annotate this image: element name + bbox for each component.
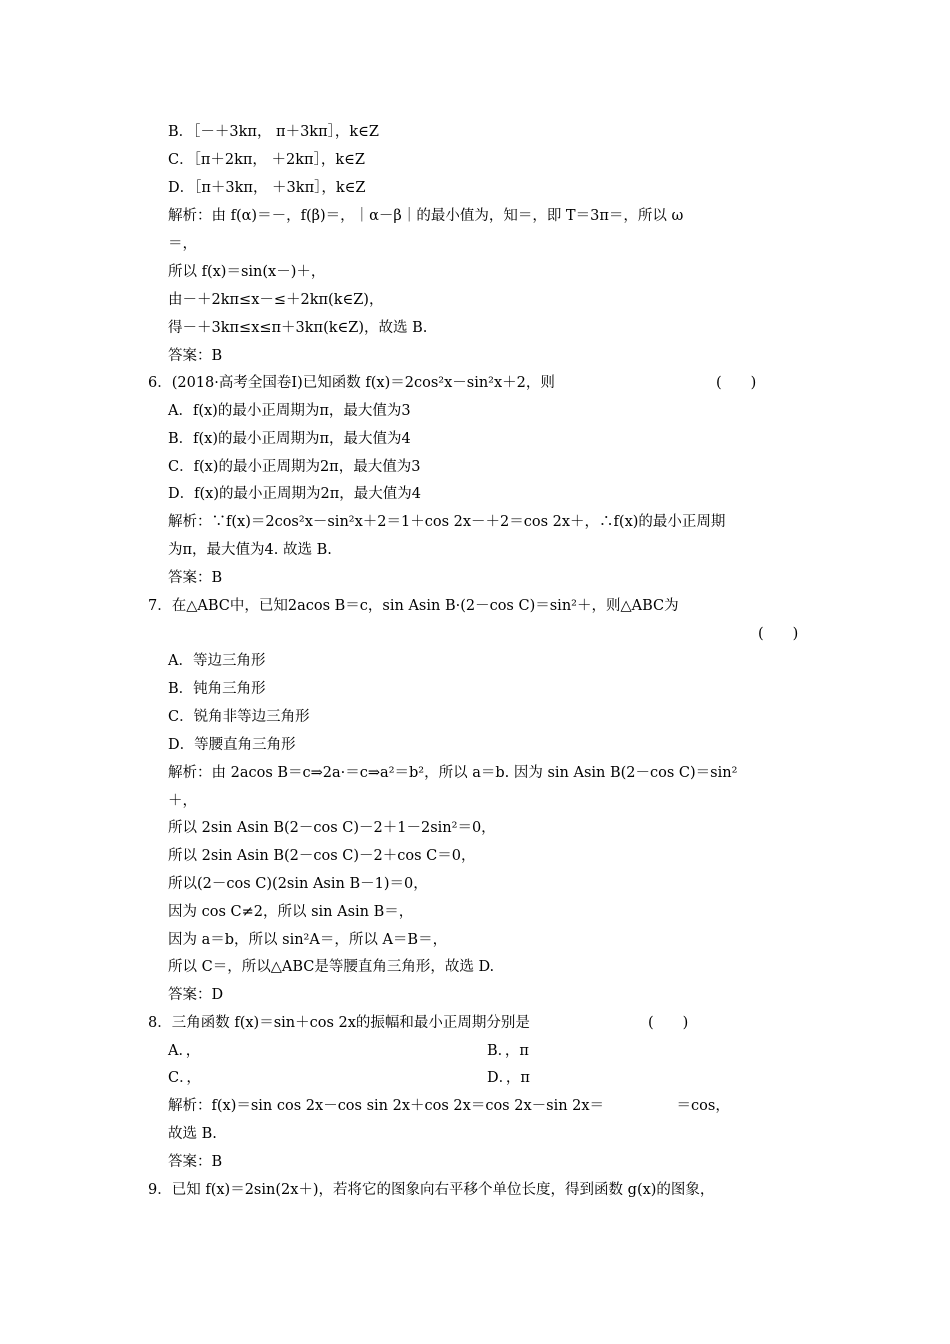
q5-option-b: B．［－＋3kπ， π＋3kπ］，k∈Z bbox=[168, 124, 379, 140]
q8-option-c: C．， bbox=[168, 1070, 201, 1086]
q8-option-a: A．， bbox=[168, 1043, 201, 1059]
q8-answer: 答案：B bbox=[168, 1154, 223, 1170]
q5-solution-line: 所以 f(x)＝sin(x－)＋， bbox=[168, 264, 326, 280]
q8-option-d: D．，π bbox=[487, 1070, 530, 1086]
q5-solution-line: 解析：由 f(α)＝－，f(β)＝，｜α－β｜的最小值为，知＝，即 T＝3π＝，所以 ω bbox=[168, 208, 684, 224]
q7-solution-line: 因为 cos C≠2，所以 sin Asin B＝， bbox=[168, 904, 414, 920]
q7-option-c: C．锐角非等边三角形 bbox=[168, 709, 310, 725]
q6-answer: 答案：B bbox=[168, 570, 223, 586]
q5-solution-line: 由－＋2kπ≤x－≤＋2kπ(k∈Z)， bbox=[168, 292, 384, 308]
q7-solution-line: ＋， bbox=[168, 793, 197, 809]
q5-answer: 答案：B bbox=[168, 348, 223, 364]
q9-stem: 9．已知 f(x)＝2sin(2x＋)，若将它的图象向右平移个单位长度，得到函数 g(x)的图象， bbox=[148, 1182, 715, 1198]
q7-solution-line: 所以 2sin Asin B(2－cos C)－2＋1－2sin²＝0， bbox=[168, 820, 496, 836]
q7-option-d: D．等腰直角三角形 bbox=[168, 737, 296, 753]
q7-solution-line: 所以(2－cos C)(2sin Asin B－1)＝0， bbox=[168, 876, 428, 892]
q8-answer-paren: ( ) bbox=[648, 1015, 689, 1031]
q6-option-c: C．f(x)的最小正周期为2π，最大值为3 bbox=[168, 459, 421, 475]
q8-option-b: B．，π bbox=[487, 1043, 529, 1059]
q6-option-a: A．f(x)的最小正周期为π，最大值为3 bbox=[168, 403, 411, 419]
q6-solution-line: 为π，最大值为4. 故选 B. bbox=[168, 542, 332, 558]
q5-solution-line: ＝， bbox=[168, 236, 197, 252]
q7-answer-paren: ( ) bbox=[758, 626, 799, 642]
q6-option-b: B．f(x)的最小正周期为π，最大值为4 bbox=[168, 431, 411, 447]
q8-stem: 8．三角函数 f(x)＝sin＋cos 2x的振幅和最小正周期分别是 bbox=[148, 1015, 530, 1031]
q6-solution-line: 解析：∵f(x)＝2cos²x－sin²x＋2＝1＋cos 2x－＋2＝cos 2x＋，∴f(x)的最小正周期 bbox=[168, 514, 726, 530]
q5-option-c: C．［π＋2kπ， ＋2kπ］，k∈Z bbox=[168, 152, 365, 168]
q7-option-a: A．等边三角形 bbox=[168, 653, 266, 669]
q7-stem: 7．在△ABC中，已知2acos B＝c，sin Asin B·(2－cos C)＝sin²＋，则△ABC为 bbox=[148, 598, 679, 614]
q8-solution-line: 解析：f(x)＝sin cos 2x－cos sin 2x＋cos 2x＝cos 2x－sin 2x＝ ＝cos， bbox=[168, 1098, 730, 1114]
q7-solution-line: 所以 C＝，所以△ABC是等腰直角三角形，故选 D. bbox=[168, 959, 495, 975]
q7-solution-line: 解析：由 2acos B＝c⇒2a·＝c⇒a²＝b²，所以 a＝b. 因为 sin Asin B(2－cos C)＝sin² bbox=[168, 765, 738, 781]
q8-options-row bbox=[168, 1068, 808, 1088]
q6-option-d: D．f(x)的最小正周期为2π，最大值为4 bbox=[168, 486, 421, 502]
q6-answer-paren: ( ) bbox=[716, 375, 757, 391]
q5-solution-line: 得－＋3kπ≤x≤π＋3kπ(k∈Z)，故选 B. bbox=[168, 320, 428, 336]
q7-option-b: B．钝角三角形 bbox=[168, 681, 266, 697]
q7-solution-line: 所以 2sin Asin B(2－cos C)－2＋cos C＝0， bbox=[168, 848, 476, 864]
q6-stem: 6．(2018·高考全国卷Ⅰ)已知函数 f(x)＝2cos²x－sin²x＋2，则 bbox=[148, 375, 555, 391]
q7-answer: 答案：D bbox=[168, 987, 224, 1003]
q5-option-d: D．［π＋3kπ， ＋3kπ］，k∈Z bbox=[168, 180, 366, 196]
q8-solution-line: 故选 B. bbox=[168, 1126, 217, 1142]
q8-options-row bbox=[168, 1041, 808, 1061]
q7-solution-line: 因为 a＝b，所以 sin²A＝，所以 A＝B＝， bbox=[168, 932, 448, 948]
